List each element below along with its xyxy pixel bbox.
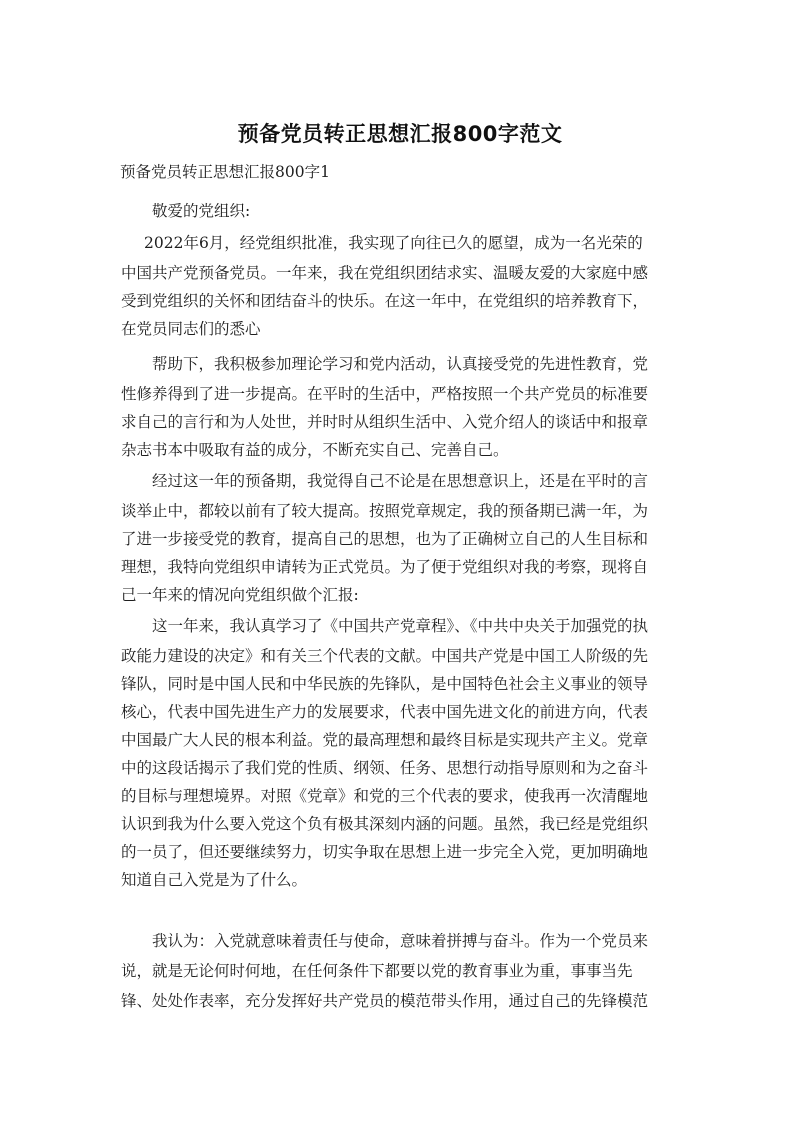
document-body-line: 受到党组织的关怀和团结奋斗的快乐。在这一年中，在党组织的培养教育下， [121, 292, 649, 310]
document-body-line: 了进一步接受党的教育，提高自己的思想，也为了正确树立自己的人生目标和 [121, 530, 649, 548]
document-body-line: 的目标与理想境界。对照《党章》和党的三个代表的要求，使我再一次清醒地 [121, 787, 649, 805]
document-body-line: 知道自己入党是为了什么。 [121, 871, 308, 889]
document-body-line: 性修养得到了进一步提高。在平时的生活中，严格按照一个共产党员的标准要 [121, 385, 649, 403]
document-body-line: 中国共产党预备党员。一年来，我在党组织团结求实、温暖友爱的大家庭中感 [121, 264, 649, 282]
document-body-line: 认识到我为什么要入党这个负有极其深刻内涵的问题。虽然，我已经是党组织 [121, 815, 649, 833]
document-body-line: 己一年来的情况向党组织做个汇报: [121, 586, 359, 604]
document-body-line: 求自己的言行和为人处世，并时时从组织生活中、入党介绍人的谈话中和报章 [121, 413, 649, 431]
document-body-line: 杂志书本中吸取有益的成分，不断充实自己、完善自己。 [121, 441, 509, 459]
document-body-line: 锋、处处作表率，充分发挥好共产党员的模范带头作用，通过自己的先锋模范 [121, 992, 649, 1010]
document-body-line: 锋队，同时是中国人民和中华民族的先锋队，是中国特色社会主义事业的领导 [121, 675, 649, 693]
document-subtitle: 预备党员转正思想汇报800字1 [120, 163, 330, 181]
document-body-line: 中国最广大人民的根本利益。党的最高理想和最终目标是实现共产主义。党章 [121, 731, 649, 749]
document-body-line: 核心，代表中国先进生产力的发展要求，代表中国先进文化的前进方向，代表 [121, 703, 649, 721]
document-body-line: 说，就是无论何时何地，在任何条件下都要以党的教育事业为重，事事当先 [121, 962, 633, 980]
document-body-line: 在党员同志们的悉心 [121, 320, 261, 338]
document-body-line: 帮助下，我积极参加理论学习和党内活动，认真接受党的先进性教育，党 [152, 355, 649, 373]
document-body-line: 政能力建设的决定》和有关三个代表的文献。中国共产党是中国工人阶级的先 [121, 647, 649, 665]
document-body-line: 理想，我特向党组织申请转为正式党员。为了便于党组织对我的考察，现将自 [121, 558, 649, 576]
document-body-line: 谈举止中，都较以前有了较大提高。按照党章规定，我的预备期已满一年，为 [121, 502, 649, 520]
document-body-line: 2022年6月，经党组织批准，我实现了向往已久的愿望，成为一名光荣的 [144, 234, 643, 252]
document-body-line: 的一员了，但还要继续努力，切实争取在思想上进一步完全入党，更加明确地 [121, 843, 649, 861]
document-body-line: 敬爱的党组织: [152, 202, 251, 220]
document-title: 预备党员转正思想汇报800字范文 [237, 122, 563, 146]
document-body-line: 我认为：入党就意味着责任与使命，意味着拼搏与奋斗。作为一个党员来 [152, 932, 649, 950]
document-body-line: 经过这一年的预备期，我觉得自己不论是在思想意识上，还是在平时的言 [152, 472, 649, 490]
document-body-line: 这一年来，我认真学习了《中国共产党章程》、《中共中央关于加强党的执 [152, 617, 649, 635]
document-body-line: 中的这段话揭示了我们党的性质、纲领、任务、思想行动指导原则和为之奋斗 [121, 759, 649, 777]
